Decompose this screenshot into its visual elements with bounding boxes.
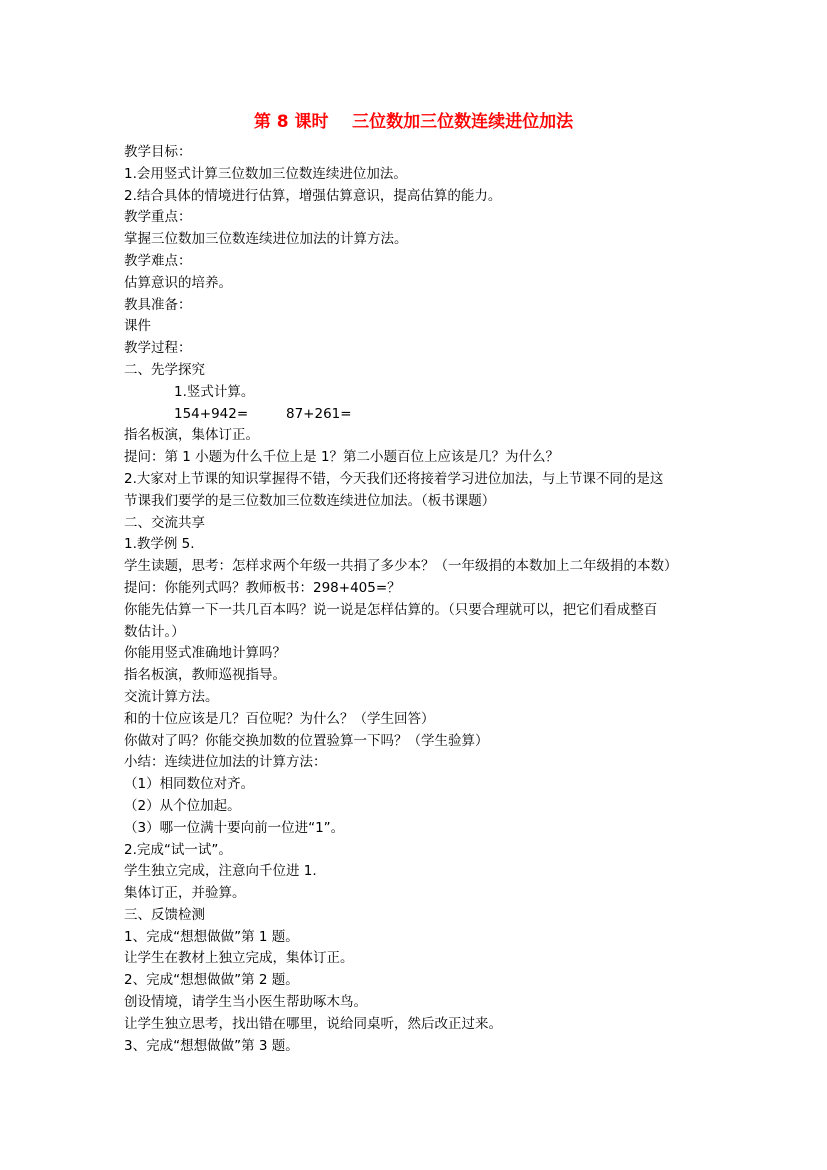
text-line: 节课我们要学的是三位数加三位数连续进位加法。（板书课题） bbox=[124, 492, 496, 509]
text-line: 让学生独立思考，找出错在哪里，说给同桌听，然后改正过来。 bbox=[124, 1015, 502, 1032]
text-line: 教学重点： bbox=[124, 209, 192, 226]
text-line: 2.结合具体的情境进行估算，增强估算意识，提高估算的能力。 bbox=[124, 187, 502, 204]
text-line: 2.大家对上节课的知识掌握得不错，今天我们还将接着学习进位加法，与上节课不同的是这 bbox=[124, 470, 664, 487]
text-line: 估算意识的培养。 bbox=[124, 274, 232, 291]
text-line: 集体订正，并验算。 bbox=[124, 885, 246, 902]
text-line: 二、交流共享 bbox=[124, 514, 205, 531]
text-line: （2）从个位加起。 bbox=[124, 797, 241, 814]
text-line: 课件 bbox=[124, 318, 151, 335]
text-line: 你能先估算一下一共几百本吗？说一说是怎样估算的。（只要合理就可以，把它们看成整百 bbox=[124, 601, 658, 618]
lesson-title: 第 8 课时 三位数加三位数连续进位加法 bbox=[253, 112, 574, 132]
calc-item: 154+942= bbox=[174, 405, 249, 422]
text-line: 掌握三位数加三位数连续进位加法的计算方法。 bbox=[124, 231, 408, 248]
text-line: 交流计算方法。 bbox=[124, 688, 219, 705]
text-line: 你能用竖式准确地计算吗？ bbox=[124, 645, 286, 662]
text-line: 三、反馈检测 bbox=[124, 906, 205, 923]
text-line: 提问：第 1 小题为什么千位上是 1？第二小题百位上应该是几？为什么？ bbox=[124, 449, 560, 466]
calc-item: 87+261= bbox=[286, 405, 352, 422]
text-line: 教学目标： bbox=[124, 144, 192, 160]
text-line: 3、完成“想想做做”第 3 题。 bbox=[124, 1037, 299, 1054]
text-line: 数估计。） bbox=[124, 623, 185, 640]
text-line: 教学难点： bbox=[124, 252, 192, 269]
text-line: 小结：连续进位加法的计算方法： bbox=[124, 754, 327, 771]
text-line: 指名板演，集体订正。 bbox=[124, 427, 259, 444]
text-line: 教学过程： bbox=[124, 340, 192, 357]
calc-line bbox=[124, 404, 714, 426]
text-line: （1）相同数位对齐。 bbox=[124, 776, 255, 793]
text-line: 创设情境，请学生当小医生帮助啄木鸟。 bbox=[124, 994, 367, 1011]
text-line: 1.教学例 5. bbox=[124, 536, 195, 553]
text-line: 1.会用竖式计算三位数加三位数连续进位加法。 bbox=[124, 165, 407, 182]
text-line: 教具准备： bbox=[124, 296, 192, 313]
text-line: 让学生在教材上独立完成，集体订正。 bbox=[124, 950, 354, 967]
text-line: 和的十位应该是几？百位呢？为什么？（学生回答） bbox=[124, 710, 435, 727]
text-line: 2.完成“试一试”。 bbox=[124, 841, 232, 858]
text-line: 你做对了吗？你能交换加数的位置验算一下吗？（学生验算） bbox=[124, 732, 489, 749]
document-body bbox=[124, 142, 714, 1057]
text-line: 二、先学探究 bbox=[124, 361, 205, 378]
text-line: 2、完成“想想做做”第 2 题。 bbox=[124, 972, 299, 989]
text-line: 提问：你能列式吗？教师板书：298+405=？ bbox=[124, 579, 401, 596]
text-line: 学生读题，思考：怎样求两个年级一共捐了多少本？（一年级捐的本数加上二年级捐的本数） bbox=[124, 558, 678, 575]
text-line: （3）哪一位满十要向前一位进“1”。 bbox=[124, 819, 345, 836]
text-line: 1.竖式计算。 bbox=[174, 383, 255, 400]
text-line: 学生独立完成，注意向千位进 1. bbox=[124, 863, 317, 880]
text-line: 指名板演，教师巡视指导。 bbox=[124, 667, 286, 684]
text-line: 1、完成“想想做做”第 1 题。 bbox=[124, 928, 299, 945]
